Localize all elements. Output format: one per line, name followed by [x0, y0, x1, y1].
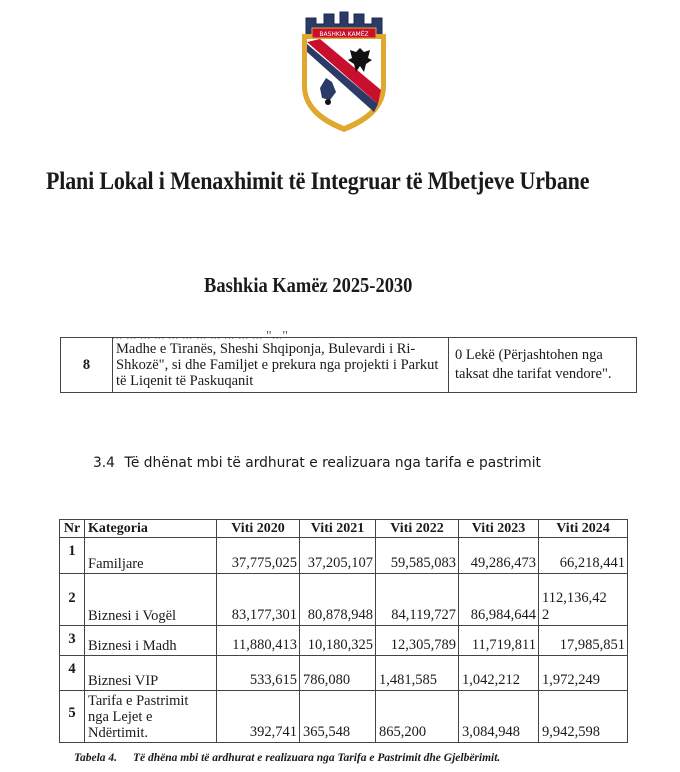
row-category [85, 691, 217, 743]
cell-value: 11,719,811 [459, 626, 539, 656]
section-title: Të dhënat mbi të ardhurat e realizuara nga tarifa e pastrimit [124, 455, 541, 471]
cell-value: 3,084,948 [459, 691, 539, 743]
cell-value: 9,942,598 [539, 691, 628, 743]
category-line: nga Lejet e [88, 709, 153, 725]
cell-value: 1,972,249 [539, 656, 628, 691]
row-category: Familjare [85, 538, 217, 574]
cell-value: 12,305,789 [376, 626, 459, 656]
cell-value: 37,205,107 [300, 538, 376, 574]
row-number: 2 [60, 574, 85, 626]
table-header-row [60, 520, 628, 538]
row-number: 5 [60, 691, 85, 743]
cell-value [539, 574, 628, 626]
cell-value: 533,615 [217, 656, 300, 691]
caption-label: Tabela 4. [74, 752, 118, 764]
category-line: Tarifa e Pastrimit [88, 693, 189, 709]
column-header: Viti 2023 [459, 520, 539, 538]
description-line: të Liqenit të Paskuqanit [116, 373, 254, 389]
table-row [60, 626, 628, 656]
cell-value: 59,585,083 [376, 538, 459, 574]
cell-value: 49,286,473 [459, 538, 539, 574]
section-number: 3.4 [93, 455, 115, 471]
row-category: Biznesi VIP [85, 656, 217, 691]
column-header: Viti 2024 [539, 520, 628, 538]
row-fee [449, 338, 637, 393]
cell-value-line: 112,136,42 [542, 590, 607, 606]
column-header: Viti 2020 [217, 520, 300, 538]
document-subtitle: Bashkia Kamëz 2025-2030 [204, 273, 413, 297]
revenue-table [59, 519, 628, 743]
cell-value: 865,200 [376, 691, 459, 743]
cell-value: 10,180,325 [300, 626, 376, 656]
cell-value: 365,548 [300, 691, 376, 743]
row-category: Biznesi i Vogël [85, 574, 217, 626]
cell-value-line: 2 [542, 607, 550, 623]
logo-text: BASHKIA KAMËZ [319, 31, 369, 38]
fee-table [60, 337, 637, 393]
table-row [60, 574, 628, 626]
row-description [113, 338, 449, 393]
column-header: Kategoria [85, 520, 217, 538]
table-caption [74, 752, 500, 764]
row-category: Biznesi i Madh [85, 626, 217, 656]
row-number: 4 [60, 656, 85, 691]
cell-value: 83,177,301 [217, 574, 300, 626]
cell-value: 84,119,727 [376, 574, 459, 626]
row-number: 1 [60, 538, 85, 574]
cell-value: 11,880,413 [217, 626, 300, 656]
description-line: Shkozë", si dhe Familjet e prekura nga projekti i Parkut [116, 357, 439, 373]
description-line: Madhe e Tiranës, Sheshi Shqiponja, Bulevardi i Ri- [116, 341, 416, 357]
row-number: 3 [60, 626, 85, 656]
cell-value: 66,218,441 [539, 538, 628, 574]
municipality-logo [298, 8, 390, 136]
cell-value: 86,984,644 [459, 574, 539, 626]
cell-value: 17,985,851 [539, 626, 628, 656]
column-header: Nr [60, 520, 85, 538]
cell-value: 37,775,025 [217, 538, 300, 574]
document-title: Plani Lokal i Menaxhimit të Integruar të Mbetjeve Urbane [46, 168, 590, 195]
column-header: Viti 2021 [300, 520, 376, 538]
table-row [61, 338, 637, 393]
table-row [60, 538, 628, 574]
cell-value: 786,080 [300, 656, 376, 691]
column-header: Viti 2022 [376, 520, 459, 538]
cell-value: 1,042,212 [459, 656, 539, 691]
cell-value: 80,878,948 [300, 574, 376, 626]
caption-text: Të dhëna mbi të ardhurat e realizuara nga Tarifa e Pastrimit dhe Gjelbërimit. [133, 752, 501, 764]
fee-line: 0 Lekë (Përjashtohen nga [455, 347, 603, 363]
row-number: 8 [61, 338, 113, 393]
cell-value: 1,481,585 [376, 656, 459, 691]
cell-value: 392,741 [217, 691, 300, 743]
table-row [60, 691, 628, 743]
table-row [60, 656, 628, 691]
category-line: Ndërtimit. [88, 725, 149, 741]
clipped-text: ... ... ... ... ... ... ... ... ... ... ... "..." [112, 329, 288, 339]
fee-line: taksat dhe tarifat vendore". [455, 366, 612, 382]
section-heading [93, 455, 541, 471]
